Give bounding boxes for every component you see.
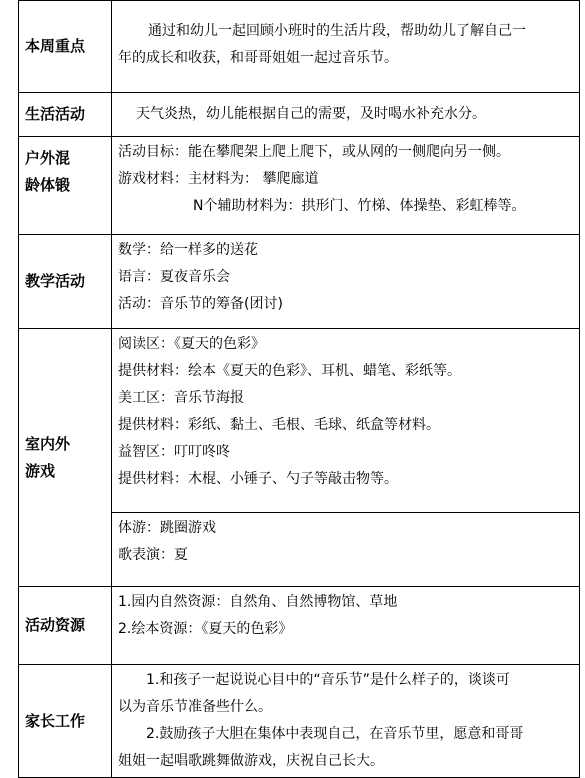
teaching-item-language: 语言：夏夜音乐会 xyxy=(118,269,230,285)
focus-line-2: 年的成长和收获，和哥哥姐姐一起过音乐节。 xyxy=(118,50,398,66)
content-indoor-outdoor-play xyxy=(112,329,580,587)
outdoor-label-line-2: 龄体锻 xyxy=(25,176,71,194)
play-games-block xyxy=(112,512,579,571)
content-teaching-activity xyxy=(112,235,580,329)
teaching-item-math: 数学：给一样多的送花 xyxy=(118,242,258,258)
parent-item-1-line-2: 以为音乐节准备些什么。 xyxy=(118,699,272,715)
play-label-line-1: 室内外 xyxy=(25,434,71,453)
parent-item-1-line-1: 1.和孩子一起说说心目中的“音乐节”是什么样子的，谈谈可 xyxy=(146,672,510,688)
label-activity-resources: 活动资源 xyxy=(19,587,112,665)
outdoor-materials-main: 游戏材料：主材料为： 攀爬廊道 xyxy=(118,171,319,187)
art-materials: 提供材料：彩纸、黏土、毛根、毛球、纸盒等材料。 xyxy=(118,417,440,433)
row-indoor-outdoor-play xyxy=(19,329,580,587)
parent-item-2-line-1: 2.鼓励孩子大胆在集体中表现自己，在音乐节里，愿意和哥哥 xyxy=(146,726,524,742)
outdoor-goal: 活动目标：能在攀爬架上爬上爬下，或从网的一侧爬向另一侧。 xyxy=(118,144,510,160)
song-performance: 歌表演：夏 xyxy=(118,547,188,563)
row-weekly-focus xyxy=(19,1,580,93)
puzzle-area: 益智区：叮叮咚咚 xyxy=(118,444,230,460)
row-parent-work xyxy=(19,665,580,778)
weekly-plan-table xyxy=(18,0,580,778)
play-areas-block xyxy=(112,329,579,512)
art-area: 美工区：音乐节海报 xyxy=(118,390,244,406)
content-weekly-focus xyxy=(112,1,580,93)
label-outdoor-exercise xyxy=(19,137,112,235)
content-parent-work xyxy=(112,665,580,778)
sports-game: 体游：跳圈游戏 xyxy=(118,520,216,536)
resource-item-2: 2.绘本资源：《夏天的色彩》 xyxy=(118,621,293,637)
row-outdoor-exercise xyxy=(19,137,580,235)
content-activity-resources xyxy=(112,587,580,665)
teaching-item-activity: 活动：音乐节的筹备(团讨) xyxy=(118,296,283,312)
resource-item-1: 1.园内自然资源：自然角、自然博物馆、草地 xyxy=(118,594,398,610)
row-teaching-activity xyxy=(19,235,580,329)
row-life-activity xyxy=(19,93,580,137)
outdoor-label-line-1: 户外混 xyxy=(25,149,71,167)
label-indoor-outdoor-play xyxy=(19,329,112,587)
label-teaching-activity: 教学活动 xyxy=(19,235,112,329)
parent-item-2-line-2: 姐姐一起唱歌跳舞做游戏，庆祝自己长大。 xyxy=(118,753,384,769)
label-life-activity: 生活活动 xyxy=(19,93,112,137)
reading-area: 阅读区：《夏天的色彩》 xyxy=(118,336,265,352)
reading-materials: 提供材料：绘本《夏天的色彩》、耳机、蜡笔、彩纸等。 xyxy=(118,363,461,379)
label-weekly-focus: 本周重点 xyxy=(19,1,112,93)
content-life-activity xyxy=(112,93,580,137)
outdoor-materials-aux: N个辅助材料为：拱形门、竹梯、体操垫、彩虹棒等。 xyxy=(193,198,526,214)
life-text: 天气炎热，幼儿能根据自己的需要，及时喝水补充水分。 xyxy=(136,106,486,122)
focus-line-1: 通过和幼儿一起回顾小班时的生活片段，帮助幼儿了解自己一 xyxy=(148,23,526,39)
label-parent-work: 家长工作 xyxy=(19,665,112,778)
row-activity-resources xyxy=(19,587,580,665)
puzzle-materials: 提供材料：木棍、小锤子、勺子等敲击物等。 xyxy=(118,471,398,487)
content-outdoor-exercise xyxy=(112,137,580,235)
play-label-line-2: 游戏 xyxy=(25,461,56,480)
